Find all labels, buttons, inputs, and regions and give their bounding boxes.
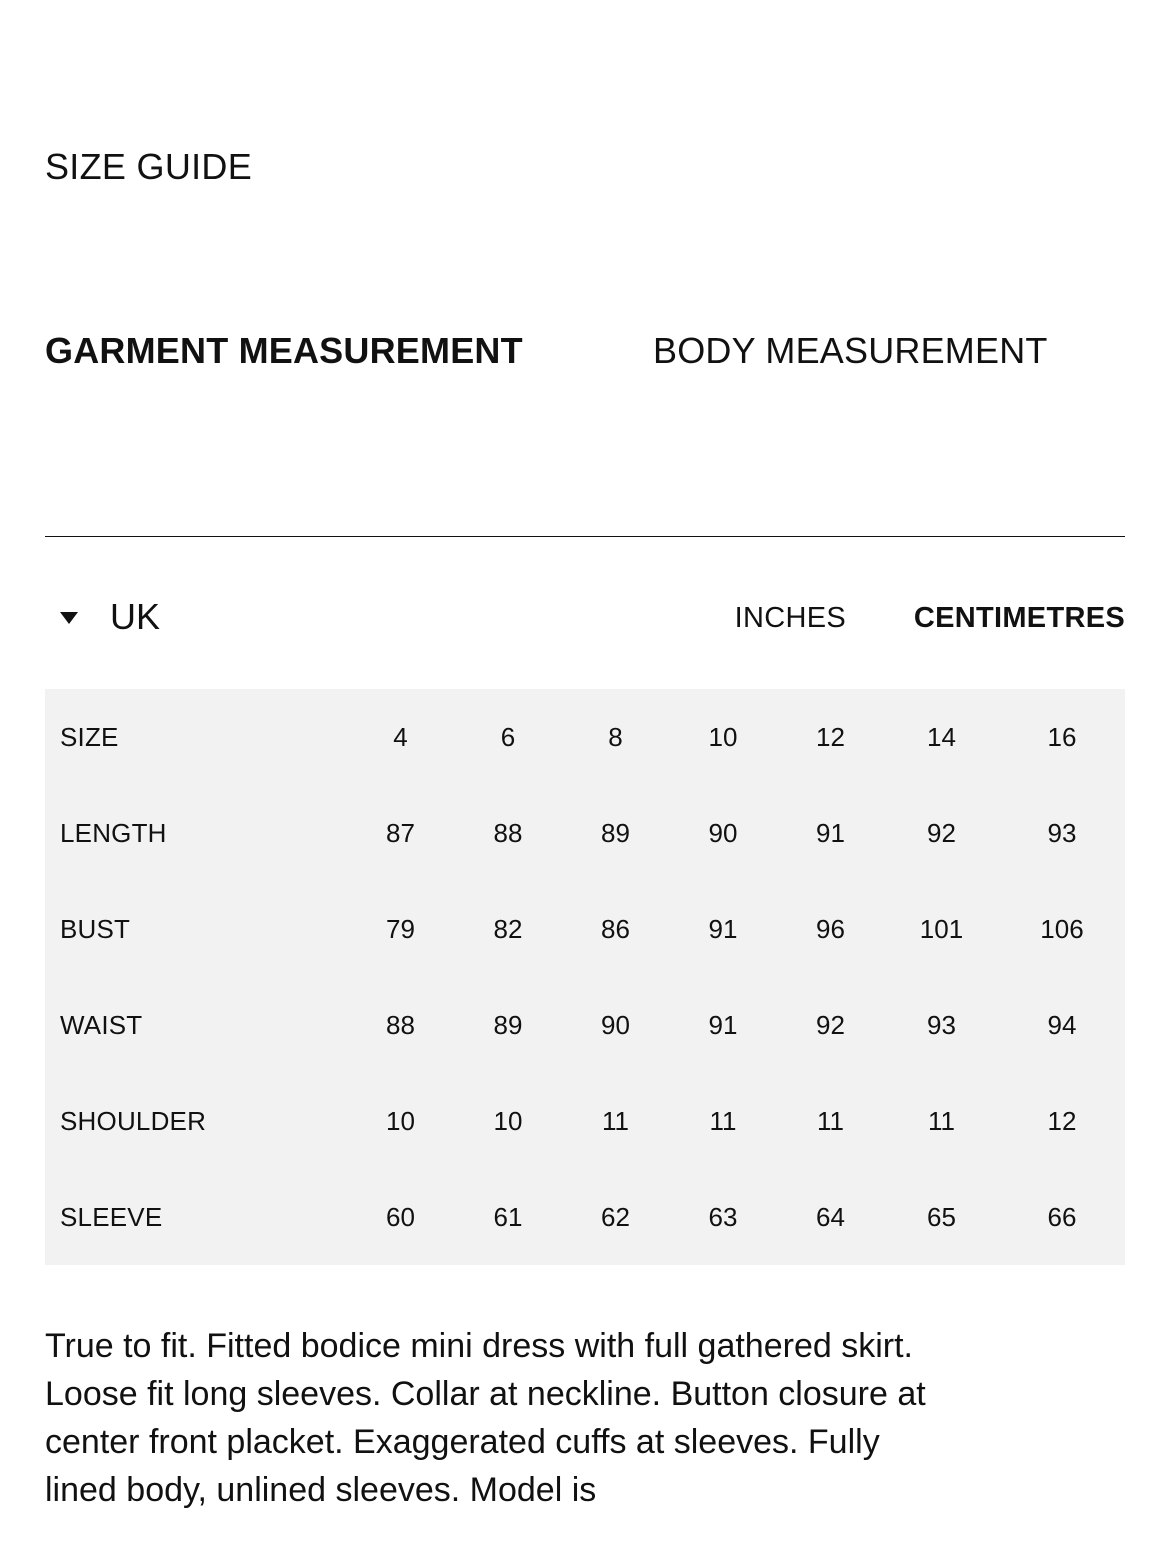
table-cell: 10	[386, 1105, 415, 1136]
table-cell: 88	[386, 1009, 415, 1040]
table-cell: 79	[386, 913, 415, 944]
table-cell: 4	[393, 721, 408, 752]
table-cell: 63	[708, 1201, 738, 1232]
table-cell: 93	[1047, 817, 1077, 848]
table-cell: 82	[493, 913, 523, 944]
row-label: LENGTH	[60, 817, 167, 848]
size-controls	[45, 596, 1125, 646]
table-cell: 11	[709, 1105, 737, 1136]
table-cell: 12	[1047, 1105, 1077, 1136]
table-cell: 6	[500, 721, 516, 752]
unit-inches-toggle[interactable]: INCHES	[734, 602, 846, 634]
table-cell: 91	[708, 1009, 738, 1040]
divider	[45, 536, 1125, 537]
table-cell: 60	[386, 1201, 415, 1232]
size-table	[45, 689, 1125, 1265]
table-cell: 90	[708, 817, 738, 848]
table-cell: 16	[1047, 721, 1077, 752]
region-label: UK	[110, 596, 161, 637]
table-cell: 86	[601, 913, 630, 944]
table-cell: 14	[927, 721, 956, 752]
row-label: SLEEVE	[60, 1201, 163, 1232]
table-cell: 87	[386, 817, 415, 848]
table-cell: 11	[928, 1105, 955, 1136]
row-label: SHOULDER	[60, 1105, 207, 1136]
table-cell: 61	[493, 1201, 523, 1232]
table-cell: 91	[816, 817, 845, 848]
table-row	[45, 1073, 1125, 1169]
table-row	[45, 785, 1125, 881]
table-row	[45, 881, 1125, 977]
table-cell: 8	[608, 721, 623, 752]
measurement-tabs	[45, 330, 1125, 380]
table-cell: 11	[817, 1105, 844, 1136]
table-cell: 11	[602, 1105, 629, 1136]
unit-centimetres-toggle[interactable]: CENTIMETRES	[913, 602, 1125, 634]
table-cell: 90	[601, 1009, 630, 1040]
table-cell: 66	[1047, 1201, 1077, 1232]
table-cell: 91	[708, 913, 738, 944]
row-label: SIZE	[60, 721, 119, 752]
table-cell: 12	[816, 721, 845, 752]
table-row	[45, 689, 1125, 785]
table-cell: 89	[493, 1009, 523, 1040]
table-row	[45, 1169, 1125, 1265]
table-cell: 10	[708, 721, 738, 752]
table-cell: 92	[927, 817, 956, 848]
table-cell: 89	[601, 817, 630, 848]
caret-down-icon	[60, 612, 78, 624]
size-table-container	[45, 689, 1125, 1265]
tab-body-measurement[interactable]: BODY MEASUREMENT	[653, 330, 1048, 371]
region-dropdown[interactable]	[45, 596, 160, 638]
table-cell: 64	[816, 1201, 845, 1232]
page-title: SIZE GUIDE	[45, 146, 253, 187]
row-label: WAIST	[60, 1009, 143, 1040]
table-cell: 96	[816, 913, 845, 944]
table-cell: 106	[1040, 913, 1084, 944]
table-cell: 93	[927, 1009, 956, 1040]
table-cell: 62	[601, 1201, 630, 1232]
product-fit-description: True to fit. Fitted bodice mini dress with full gathered skirt. Loose fit long sleeves. Collar at neckline. Button closure at center front placket. Exaggerated cuffs at sleeves. Fully lined body, unlined sleeves. Model is	[45, 1327, 926, 1509]
table-cell: 88	[493, 817, 523, 848]
table-cell: 94	[1047, 1009, 1077, 1040]
table-cell: 65	[927, 1201, 956, 1232]
table-cell: 101	[919, 913, 964, 944]
row-label: BUST	[60, 913, 131, 944]
table-row	[45, 977, 1125, 1073]
tab-garment-measurement[interactable]: GARMENT MEASUREMENT	[45, 330, 523, 371]
table-cell: 10	[493, 1105, 523, 1136]
table-cell: 92	[816, 1009, 845, 1040]
